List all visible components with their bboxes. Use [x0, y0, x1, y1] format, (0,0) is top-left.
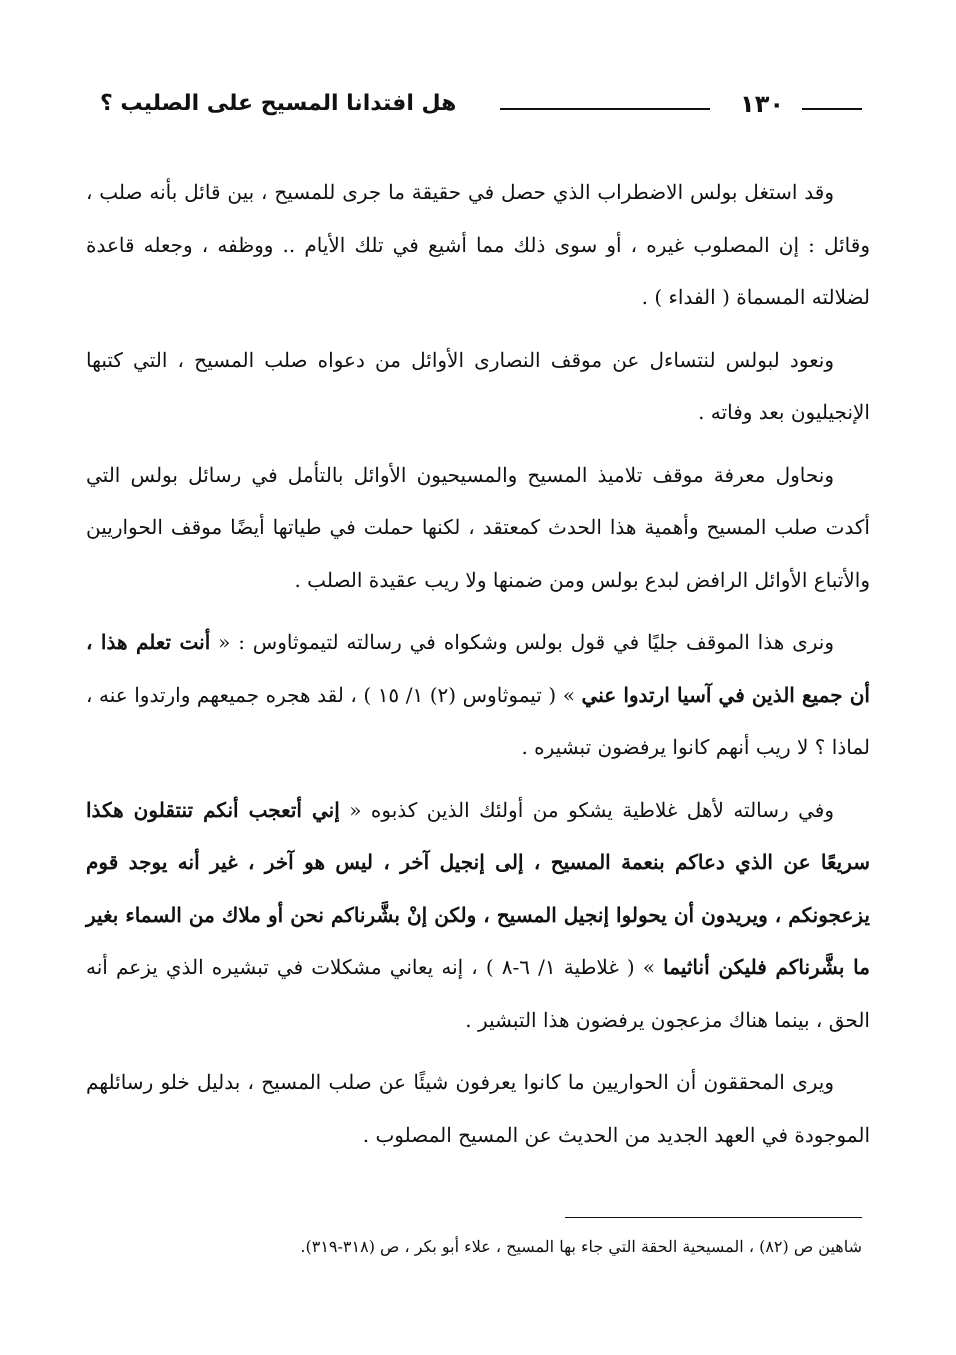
footnote: شاهين ص (٨٢) ، المسيحية الحقة التي جاء بها المسيح ، علاء أبو بكر ، ص (٣١٨-٣١٩).	[300, 1237, 862, 1256]
text-run: ونعود لبولس لنتساءل عن موقف النصارى الأوائل من دعواه صلب المسيح ، التي كتبها الإنجيليون بعد وفاته .	[86, 347, 870, 424]
header-rule-right	[802, 108, 862, 110]
text-run: » ( تيموثاوس (٢) ١/ ١٥ ) ، لقد هجره جميعهم وارتدوا عنه ، لماذا ؟ لا ريب أنهم كانوا يرفضون تبشيره .	[86, 682, 870, 759]
paragraph-3	[86, 449, 870, 607]
page-number: ١٣٠	[740, 90, 784, 118]
running-title: هل افتدانا المسيح على الصليب ؟	[100, 91, 457, 116]
text-run: » ( غلاطية ١/ ٦-٨ ) ، إنه يعاني مشكلات في تبشيره الذي يزعم أنه الحق ، بينما هناك مزعجون يرفضون هذا التبشير .	[86, 955, 870, 1032]
running-header	[100, 86, 862, 122]
paragraph-4	[86, 616, 870, 774]
quote-run: أنت تعلم هذا ، أن جميع الذين في آسيا ارتدوا عني	[86, 630, 870, 707]
paragraph-5	[86, 784, 870, 1047]
text-run: ويرى المحققون أن الحواريين ما كانوا يعرفون شيئًا عن صلب المسيح ، بدليل خلو رسائلهم الموجودة في العهد الجديد من الحديث عن المسيح المصلوب .	[86, 1070, 870, 1147]
footnote-rule	[565, 1217, 862, 1218]
paragraph-6	[86, 1056, 870, 1161]
header-rule-middle	[500, 108, 710, 110]
paragraph-1	[86, 166, 870, 324]
text-run: ونرى هذا الموقف جليًا في قول بولس وشكواه في رسالته لتيموثاوس : «	[210, 630, 834, 654]
body-text	[86, 166, 870, 1171]
paragraph-2	[86, 334, 870, 439]
text-run: وقد استغل بولس الاضطراب الذي حصل في حقيقة ما جرى للمسيح ، بين قائل بأنه صلب ، وقائل : إن المصلوب غيره ، أو سوى ذلك مما أشيع في تلك الأيام .. ووظفه ، وجعله قاعدة لضلالته المسماة ( الفداء ) .	[86, 180, 870, 309]
text-run: وفي رسالته لأهل غلاطية يشكو من أولئك الذين كذبوه «	[339, 797, 834, 822]
quote-run: إني أتعجب أنكم تنتقلون هكذا سريعًا عن الذي دعاكم بنعمة المسيح ، إلى إنجيل آخر ، ليس هو آخر ، غير أنه يوجد قوم يزعجونكم ، ويريدون أن يحولوا إنجيل المسيح ، ولكن إنْ بشَّرناكم نحن أو ملاك من السماء بغير ما بشَّرناكم فليكن أناثيما	[86, 797, 871, 979]
text-run: ونحاول معرفة موقف تلاميذ المسيح والمسيحيون الأوائل بالتأمل في رسائل بولس التي أكدت صلب المسيح وأهمية هذا الحدث كمعتقد ، لكنها حملت في طياتها أيضًا موقف الحواريين والأتباع الأوائل الرافض لبدع بولس ومن ضمنها ولا ريب عقيدة الصلب .	[86, 462, 870, 592]
